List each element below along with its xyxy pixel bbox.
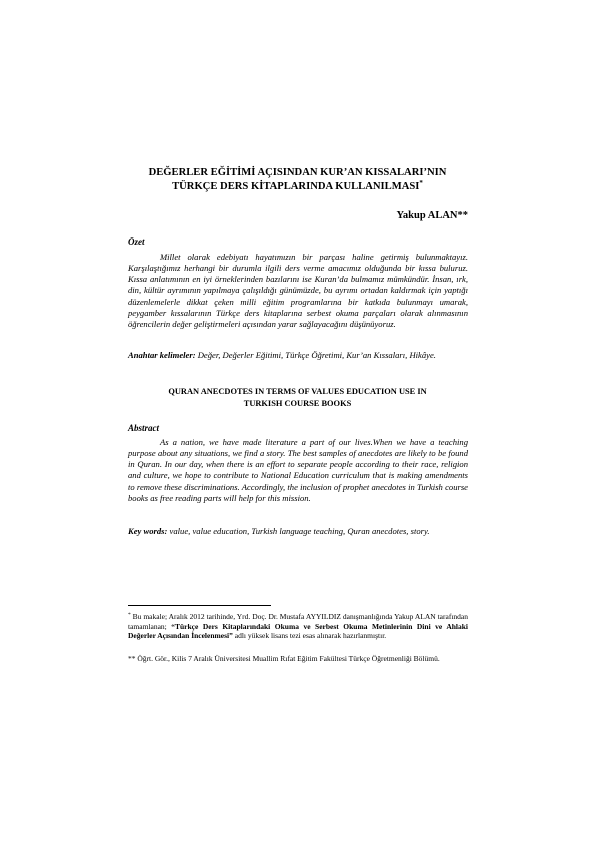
ozet-keywords-text: Değer, Değerler Eğitimi, Türkçe Öğretimi, Kur’an Kıssaları, Hikâye. bbox=[197, 350, 436, 360]
title-footnote-mark: * bbox=[419, 179, 423, 187]
abstract-text: As a nation, we have made literature a part of our lives.When we have a teaching purpose about any situations, we find a story. The best samples of anecdotes are likely to be found in Quran. In our day, when there is an effort to separate people according to their race, religion and culture, we hope to contribute to National Education curriculum that is making amendments to remove these discriminations. Accordingly, the inclusion of prophet anecdotes in Turkish course books as free reading parts will help for this mission. bbox=[128, 437, 468, 503]
footnote-divider bbox=[128, 605, 271, 606]
title-line-1: DEĞERLER EĞİTİMİ AÇISINDAN KUR’AN KISSALARI’NIN bbox=[148, 167, 447, 178]
footnote-1 bbox=[128, 612, 468, 641]
title-line-2 bbox=[110, 180, 485, 194]
paper-title bbox=[110, 166, 485, 194]
english-title-line-2: TURKISH COURSE BOOKS bbox=[243, 398, 352, 408]
ozet-keywords bbox=[128, 350, 468, 361]
footnote-1-part2: adlı yüksek lisans tezi esas alınarak hazırlanmıştır. bbox=[234, 631, 387, 641]
abstract-body bbox=[128, 437, 468, 504]
ozet-body bbox=[128, 252, 468, 330]
abstract-keywords bbox=[128, 526, 468, 537]
ozet-heading: Özet bbox=[128, 237, 145, 247]
ozet-text: Millet olarak edebiyatı hayatımızın bir parçası haline getirmiş bulunmaktayız. Karşılaştığımız herhangi bir durumla ilgili ders verme amacımız olduğunda bir kıssa buluruz. Kıssa anlatımının en iyi örneklerinden bazılarını ise Kuran’da bulmamız mümkündür. İnsan, ırk, din, kültür ayrımının yapılmaya çalışıldığı günümüzde, bu ayrımı ortadan kaldırmak için yaptığı düzenlemelerle dikkat çeken milli eğitim programlarına bir katkıda bulunmayı umarak, peygamber kıssalarının Türkçe ders kitaplarına serbest okuma parçaları olarak alınmasının öğrencilerin değer geliştirmeleri açısından yarar sağlayacağını düşünüyoruz. bbox=[128, 252, 468, 329]
title-line-2-text: TÜRKÇE DERS KİTAPLARINDA KULLANILMASI bbox=[172, 181, 420, 192]
ozet-keywords-label: Anahtar kelimeler: bbox=[128, 350, 196, 360]
author-name: Yakup ALAN** bbox=[396, 210, 468, 221]
footnote-1-thesis-title: “Türkçe Ders Kitaplarındaki Okuma ve Serbest Okuma Metinlerinin Dini ve Ahlaki Değerler Açısından İncelenmesi” bbox=[128, 621, 469, 641]
abstract-keywords-text: value, value education, Turkish language teaching, Quran anecdotes, story. bbox=[169, 526, 430, 536]
footnote-2: ** Öğrt. Gör., Kilis 7 Aralık Üniversitesi Muallim Rıfat Eğitim Fakültesi Türkçe Öğretmenliği Bölümü. bbox=[128, 654, 440, 663]
abstract-keywords-label: Key words: bbox=[128, 526, 168, 536]
english-title bbox=[110, 386, 485, 409]
english-title-line-1: QURAN ANECDOTES IN TERMS OF VALUES EDUCATION USE IN bbox=[168, 387, 427, 396]
abstract-heading: Abstract bbox=[128, 423, 160, 433]
footnote-1-mark: * bbox=[128, 612, 131, 618]
footnote-1-part1: Bu makale; Aralık 2012 tarihinde, Yrd. Doç. Dr. Mustafa AYYILDIZ danışmanlığında Yakup ALAN tarafından tamamlanan; bbox=[128, 612, 468, 631]
